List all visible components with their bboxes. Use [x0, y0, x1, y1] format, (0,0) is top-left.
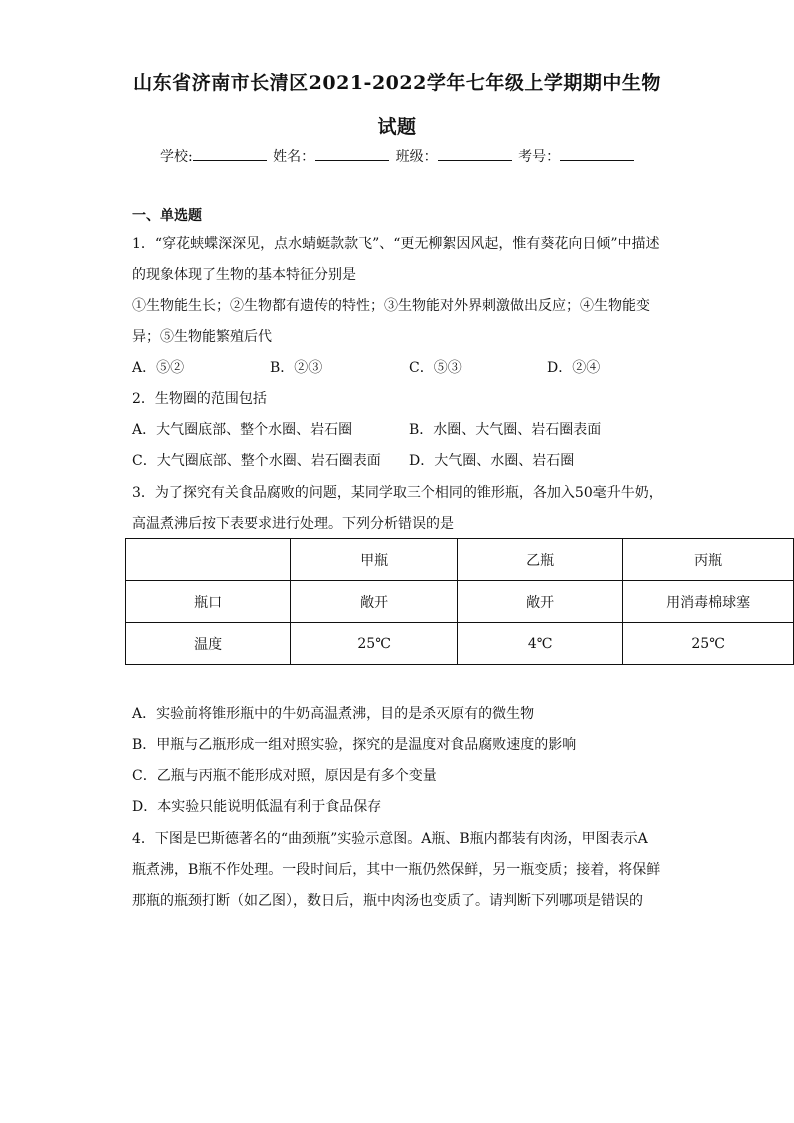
q1-option-c: C．⑤③: [409, 360, 462, 376]
school-label: 学校:: [160, 149, 193, 165]
q2-option-d: D．大气圈、水圈、岩石圈: [409, 453, 575, 469]
q4-stem-line2: 瓶煮沸，B瓶不作处理。一段时间后，其中一瓶仍然保鲜，另一瓶变质；接着，将保鲜: [132, 862, 661, 878]
q3-stem-line1: 3．为了探究有关食品腐败的问题，某同学取三个相同的锥形瓶，各加入50毫升牛奶，: [132, 485, 663, 501]
table-row: [126, 581, 794, 623]
q1-stem-line3: ①生物能生长；②生物都有遗传的特性；③生物能对外界刺激做出反应；④生物能变: [132, 298, 650, 314]
q1-stem-line4: 异；⑤生物能繁殖后代: [132, 329, 272, 345]
q3-option-c: C．乙瓶与丙瓶不能形成对照，原因是有多个变量: [132, 768, 437, 784]
q3-option-d: D．本实验只能说明低温有利于食品保存: [132, 799, 382, 815]
table-cell: 敞开: [291, 581, 458, 623]
q4-stem-line1: 4．下图是巴斯德著名的“曲颈瓶”实验示意图。A瓶、B瓶内都装有肉汤，甲图表示A: [132, 831, 648, 847]
table-cell: 敞开: [457, 581, 622, 623]
table-cell: 4℃: [457, 623, 622, 665]
table-cell: 瓶口: [126, 581, 291, 623]
table-header-cell: 乙瓶: [457, 539, 622, 581]
q3-option-a: A．实验前将锥形瓶中的牛奶高温煮沸，目的是杀灭原有的微生物: [132, 706, 535, 722]
table-cell: 25℃: [623, 623, 794, 665]
q2-option-b: B．水圈、大气圈、岩石圈表面: [409, 422, 602, 438]
table-header-cell: 丙瓶: [623, 539, 794, 581]
q2-stem: 2．生物圈的范围包括: [132, 391, 267, 407]
name-label: 姓名：: [273, 149, 316, 165]
table-cell: 用消毒棉球塞: [623, 581, 794, 623]
q2-option-c: C．大气圈底部、整个水圈、岩石圈表面: [132, 453, 381, 469]
experiment-table: [125, 538, 794, 665]
table-header-cell: [126, 539, 291, 581]
q1-option-a: A．⑤②: [132, 360, 185, 376]
exam-number-label: 考号：: [518, 149, 561, 165]
q3-option-b: B．甲瓶与乙瓶形成一组对照实验，探究的是温度对食品腐败速度的影响: [132, 737, 577, 753]
q2-option-a: A．大气圈底部、整个水圈、岩石圈: [132, 422, 353, 438]
q4-stem-line3: 那瓶的瓶颈打断（如乙图），数日后，瓶中肉汤也变质了。请判断下列哪项是错误的: [132, 893, 643, 909]
q3-stem-line2: 高温煮沸后按下表要求进行处理。下列分析错误的是: [132, 516, 454, 532]
table-header-cell: 甲瓶: [291, 539, 458, 581]
page-title-continued: 试题: [377, 116, 417, 138]
section-title: 一、单选题: [132, 208, 202, 224]
q1-option-b: B．②③: [270, 360, 323, 376]
q1-stem-line2: 的现象体现了生物的基本特征分别是: [132, 267, 356, 283]
table-cell: 温度: [126, 623, 291, 665]
table-header-row: [126, 539, 794, 581]
page-title: 山东省济南市长清区2021-2022学年七年级上学期期中生物: [133, 72, 661, 94]
q1-stem-line1: 1．“穿花蛱蝶深深见，点水蜻蜓款款飞”、“更无柳絮因风起，惟有葵花向日倾”中描述: [132, 236, 660, 252]
table-cell: 25℃: [291, 623, 458, 665]
class-label: 班级：: [395, 149, 438, 165]
q1-option-d: D．②④: [547, 360, 601, 376]
table-row: [126, 623, 794, 665]
